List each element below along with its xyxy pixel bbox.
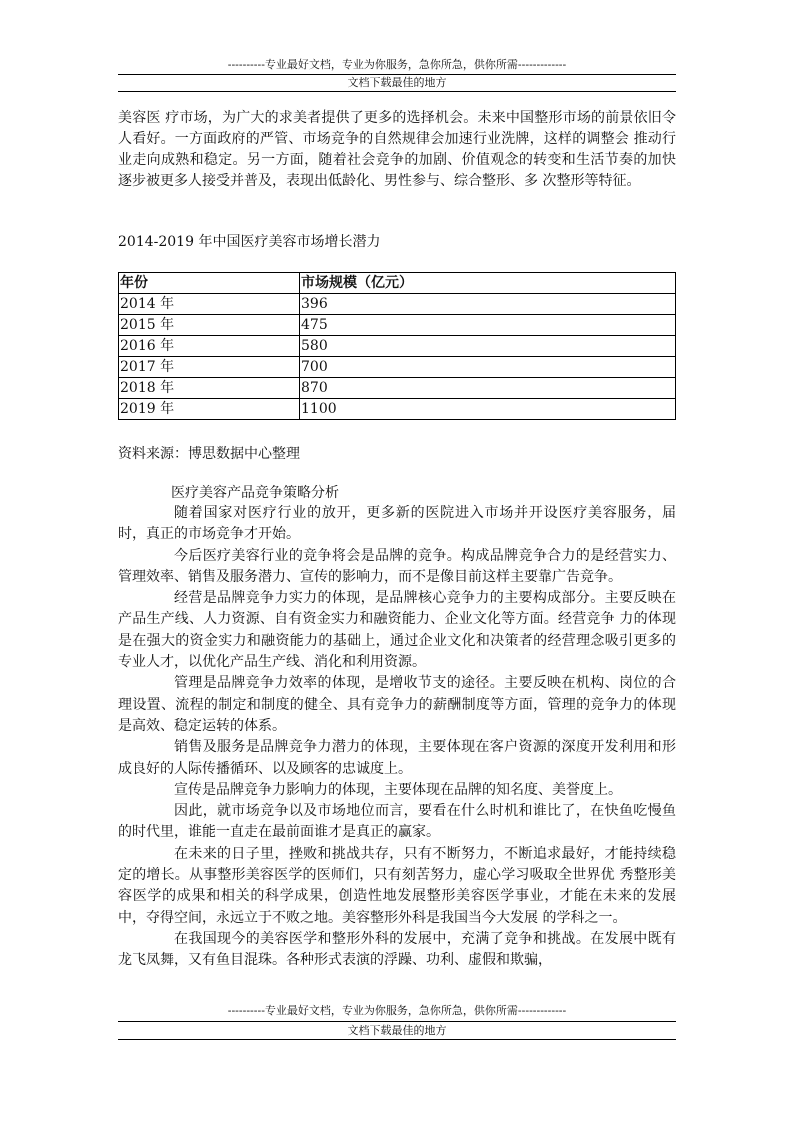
body-paragraph: 因此，就市场竞争以及市场地位而言，要看在什么时机和谁比了，在快鱼吃慢鱼的时代里，谁能一直走在最前面谁才是真正的赢家。 bbox=[118, 803, 676, 841]
body-paragraph: 经营是品牌竞争力实力的体现，是品牌核心竞争力的主要构成部分。主要反映在产品生产线、人力资源、自有资金实力和融资能力、企业文化等方面。经营竞争 力的体现是在强大的资金实力和融资能力的基础上，通过企业文化和决策者的经营理念吸引更多的专业人才，以优化产品生产线、消化和利用资源。 bbox=[118, 590, 676, 671]
header-site-name: 文档下载最佳的地方 bbox=[347, 76, 447, 89]
table-row bbox=[119, 357, 676, 378]
table-header-market-size: 市场规模（亿元） bbox=[300, 273, 676, 294]
footer-divider-top bbox=[118, 1021, 676, 1022]
intro-paragraph: 美容医 疗市场，为广大的求美者提供了更多的选择机会。未来中国整形市场的前景依旧令人看好。一方面政府的严管、市场竞争的自然规律会加速行业洗牌，这样的调整会 推动行业走向成熟和稳定。另一方面，随着社会竞争的加剧、价值观念的转变和生活节奏的加快逐步被更多人接受并普及，表现出低龄化、男性参与、综合整形、多 次整形等特征。 bbox=[118, 110, 676, 189]
section-body bbox=[118, 503, 676, 972]
table-cell-value: 700 bbox=[300, 357, 676, 378]
footer-divider-bottom bbox=[118, 1039, 676, 1040]
table-header-year: 年份 bbox=[119, 273, 300, 294]
table-cell-year: 2014 年 bbox=[119, 294, 300, 315]
table-cell-year: 2016 年 bbox=[119, 336, 300, 357]
table-row bbox=[119, 336, 676, 357]
table-row bbox=[119, 378, 676, 399]
body-paragraph: 管理是品牌竞争力效率的体现，是增收节支的途径。主要反映在机构、岗位的合理设置、流程的制定和制度的健全、具有竞争力的薪酬制度等方面，管理的竞争力的体现是高效、稳定运转的体系。 bbox=[118, 675, 676, 734]
header-divider-top bbox=[118, 74, 676, 75]
data-source-note: 资料来源：博思数据中心整理 bbox=[118, 446, 300, 462]
table-cell-value: 1100 bbox=[300, 399, 676, 420]
table-cell-value: 396 bbox=[300, 294, 676, 315]
table-header-row bbox=[119, 273, 676, 294]
body-paragraph: 随着国家对医疗行业的放开，更多新的医院进入市场并开设医疗美容服务，届时，真正的市场竞争才开始。 bbox=[118, 505, 676, 543]
table-cell-year: 2015 年 bbox=[119, 315, 300, 336]
body-paragraph: 今后医疗美容行业的竞争将会是品牌的竞争。构成品牌竞争合力的是经营实力、管理效率、销售及服务潜力、宣传的影响力，而不是像目前这样主要靠广告竞争。 bbox=[118, 547, 676, 585]
body-paragraph: 宣传是品牌竞争力影响力的体现，主要体现在品牌的知名度、美誉度上。 bbox=[174, 781, 622, 798]
table-row bbox=[119, 315, 676, 336]
table-cell-year: 2019 年 bbox=[119, 399, 300, 420]
table-cell-value: 475 bbox=[300, 315, 676, 336]
header-divider-bottom bbox=[118, 91, 676, 92]
footer-tagline: ----------专业最好文档，专业为你服务，急你所急，供你所需------------- bbox=[227, 1004, 567, 1017]
table-cell-value: 870 bbox=[300, 378, 676, 399]
body-paragraph: 在未来的日子里，挫败和挑战共存，只有不断努力，不断追求最好，才能持续稳定的增长。从事整形美容医学的医师们，只有刻苦努力，虚心学习吸取全世界优 秀整形美容医学的成果和相关的科学成果，创造性地发展整形美容医学事业，才能在未来的发展中，夺得空间，永远立于不败之地。美容整形外科是我国当今大发展 的学科之一。 bbox=[118, 845, 676, 926]
body-paragraph: 在我国现今的美容医学和整形外科的发展中，充满了竞争和挑战。在发展中既有龙飞凤舞，又有鱼目混珠。各种形式表演的浮躁、功利、虚假和欺骗， bbox=[118, 930, 676, 969]
table-cell-year: 2018 年 bbox=[119, 378, 300, 399]
table-cell-value: 580 bbox=[300, 336, 676, 357]
table-title: 2014-2019 年中国医疗美容市场增长潜力 bbox=[118, 234, 381, 250]
table-row bbox=[119, 294, 676, 315]
body-paragraph: 销售及服务是品牌竞争力潜力的体现，主要体现在客户资源的深度开发利用和形成良好的人际传播循环、以及顾客的忠诚度上。 bbox=[118, 739, 676, 777]
market-size-table bbox=[118, 272, 676, 420]
header-tagline: ----------专业最好文档，专业为你服务，急你所急，供你所需------------- bbox=[227, 58, 567, 71]
footer-site-name: 文档下载最佳的地方 bbox=[347, 1024, 447, 1037]
section-title: 医疗美容产品竞争策略分析 bbox=[171, 485, 339, 501]
table-row bbox=[119, 399, 676, 420]
table-cell-year: 2017 年 bbox=[119, 357, 300, 378]
